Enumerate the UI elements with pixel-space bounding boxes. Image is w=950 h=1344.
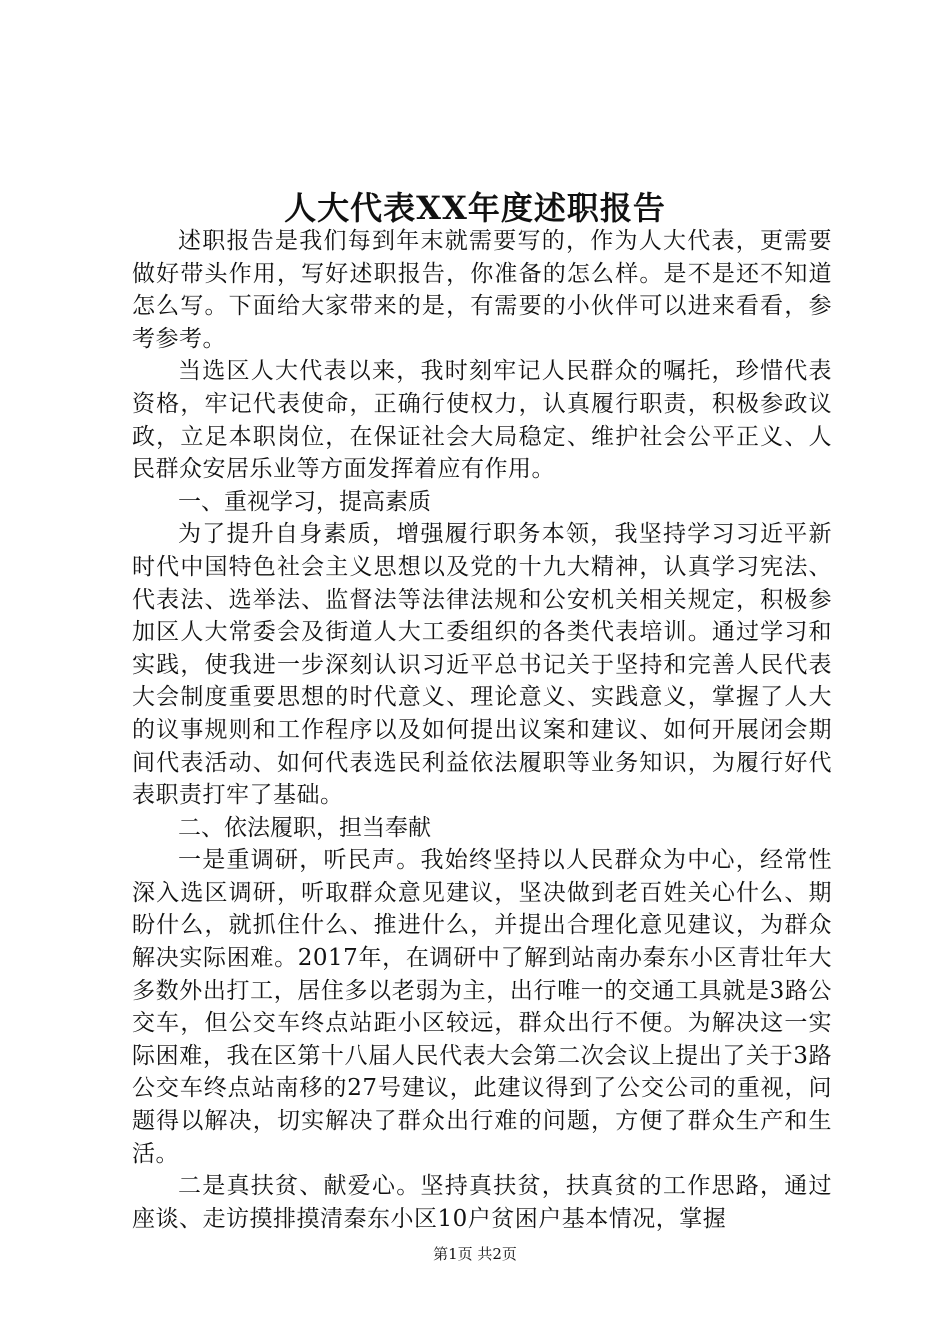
paragraph: 二是真扶贫、献爱心。坚持真扶贫，扶真贫的工作思路，通过座谈、走访摸排摸清秦东小区10户贫困户基本情况，掌握 xyxy=(132,1173,832,1232)
paragraph: 一是重调研，听民声。我始终坚持以人民群众为中心，经常性深入选区调研，听取群众意见建议，坚决做到老百姓关心什么、期盼什么，就抓住什么、推进什么，并提出合理化意见建议，为群众解决实际困难。2017年，在调研中了解到站南办秦东小区青壮年大多数外出打工，居住多以老弱为主，出行唯一的交通工具就是3路公交车，但公交车终点站距小区较远，群众出行不便。为解决这一实际困难，我在区第十八届人民代表大会第二次会议上提出了关于3路公交车终点站南移的27号建议，此建议得到了公交公司的重视，问题得以解决，切实解决了群众出行难的问题，方便了群众生产和生活。 xyxy=(132,847,832,1167)
paragraph: 述职报告是我们每到年末就需要写的，作为人大代表，更需要做好带头作用，写好述职报告，你准备的怎么样。是不是还不知道怎么写。下面给大家带来的是，有需要的小伙伴可以进来看看，参考参考。 xyxy=(132,228,832,352)
paragraph: 为了提升自身素质，增强履行职务本领，我坚持学习习近平新时代中国特色社会主义思想以及党的十九大精神，认真学习宪法、代表法、选举法、监督法等法律法规和公安机关相关规定，积极参加区人大常委会及街道人大工委组织的各类代表培训。通过学习和实践，使我进一步深刻认识习近平总书记关于坚持和完善人民代表大会制度重要思想的时代意义、理论意义、实践意义，掌握了人大的议事规则和工作程序以及如何提出议案和建议、如何开展闭会期间代表活动、如何代表选民利益依法履职等业务知识，为履行好代表职责打牢了基础。 xyxy=(132,521,832,809)
paragraph: 当选区人大代表以来，我时刻牢记人民群众的嘱托，珍惜代表资格，牢记代表使命，正确行使权力，认真履行职责，积极参政议政，立足本职岗位，在保证社会大局稳定、维护社会公平正义、人民群众安居乐业等方面发挥着应有作用。 xyxy=(132,358,832,483)
section-heading: 一、重视学习，提高素质 xyxy=(178,488,431,515)
document-title: 人大代表XX年度述职报告 xyxy=(284,189,666,227)
document-body xyxy=(132,225,832,1235)
page-number-footer: 第1页 共2页 xyxy=(433,1245,517,1263)
section-heading: 二、依法履职，担当奉献 xyxy=(178,814,431,841)
